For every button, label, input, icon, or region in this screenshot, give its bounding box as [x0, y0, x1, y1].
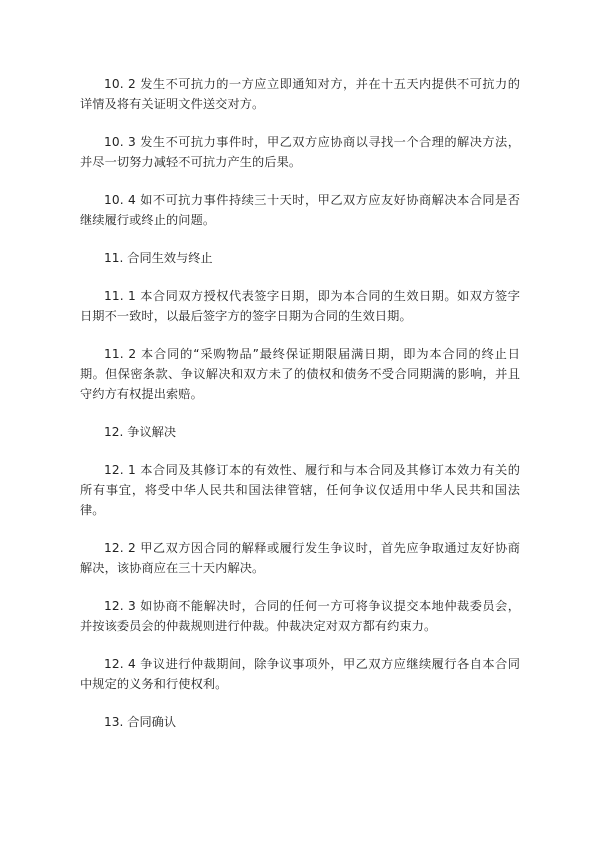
section-heading-11: 11. 合同生效与终止 — [104, 251, 213, 265]
clause-12-1: 12. 1 本合同及其修订本的有效性、履行和与本合同及其修订本效力有关的所有事宜，将受中华人民共和国法律管辖，任何争议仅适用中华人民共和国法律。 — [80, 463, 520, 517]
clause-10-3: 10. 3 发生不可抗力事件时，甲乙双方应协商以寻找一个合理的解决方法，并尽一切努力减轻不可抗力产生的后果。 — [80, 135, 520, 169]
clause-12-4: 12. 4 争议进行仲裁期间，除争议事项外，甲乙双方应继续履行各自本合同中规定的义务和行使权利。 — [80, 657, 520, 691]
clause-12-2: 12. 2 甲乙双方因合同的解释或履行发生争议时，首先应争取通过友好协商解决，该协商应在三十天内解决。 — [80, 541, 520, 575]
section-heading-12: 12. 争议解决 — [104, 425, 177, 439]
section-heading-13: 13. 合同确认 — [104, 715, 177, 729]
clause-12-3: 12. 3 如协商不能解决时，合同的任何一方可将争议提交本地仲裁委员会，并按该委员会的仲裁规则进行仲裁。仲裁决定对双方都有约束力。 — [80, 599, 520, 633]
document-body — [80, 74, 520, 750]
clause-11-1: 11. 1 本合同双方授权代表签字日期，即为本合同的生效日期。如双方签字日期不一致时，以最后签字方的签字日期为合同的生效日期。 — [80, 289, 520, 323]
clause-10-2: 10. 2 发生不可抗力的一方应立即通知对方，并在十五天内提供不可抗力的详情及将有关证明文件送交对方。 — [80, 77, 520, 111]
clause-10-4: 10. 4 如不可抗力事件持续三十天时，甲乙双方应友好协商解决本合同是否继续履行或终止的问题。 — [80, 193, 520, 227]
clause-11-2: 11. 2 本合同的“采购物品”最终保证期限届满日期，即为本合同的终止日期。但保密条款、争议解决和双方未了的债权和债务不受合同期满的影响，并且守约方有权提出索赔。 — [80, 347, 520, 401]
